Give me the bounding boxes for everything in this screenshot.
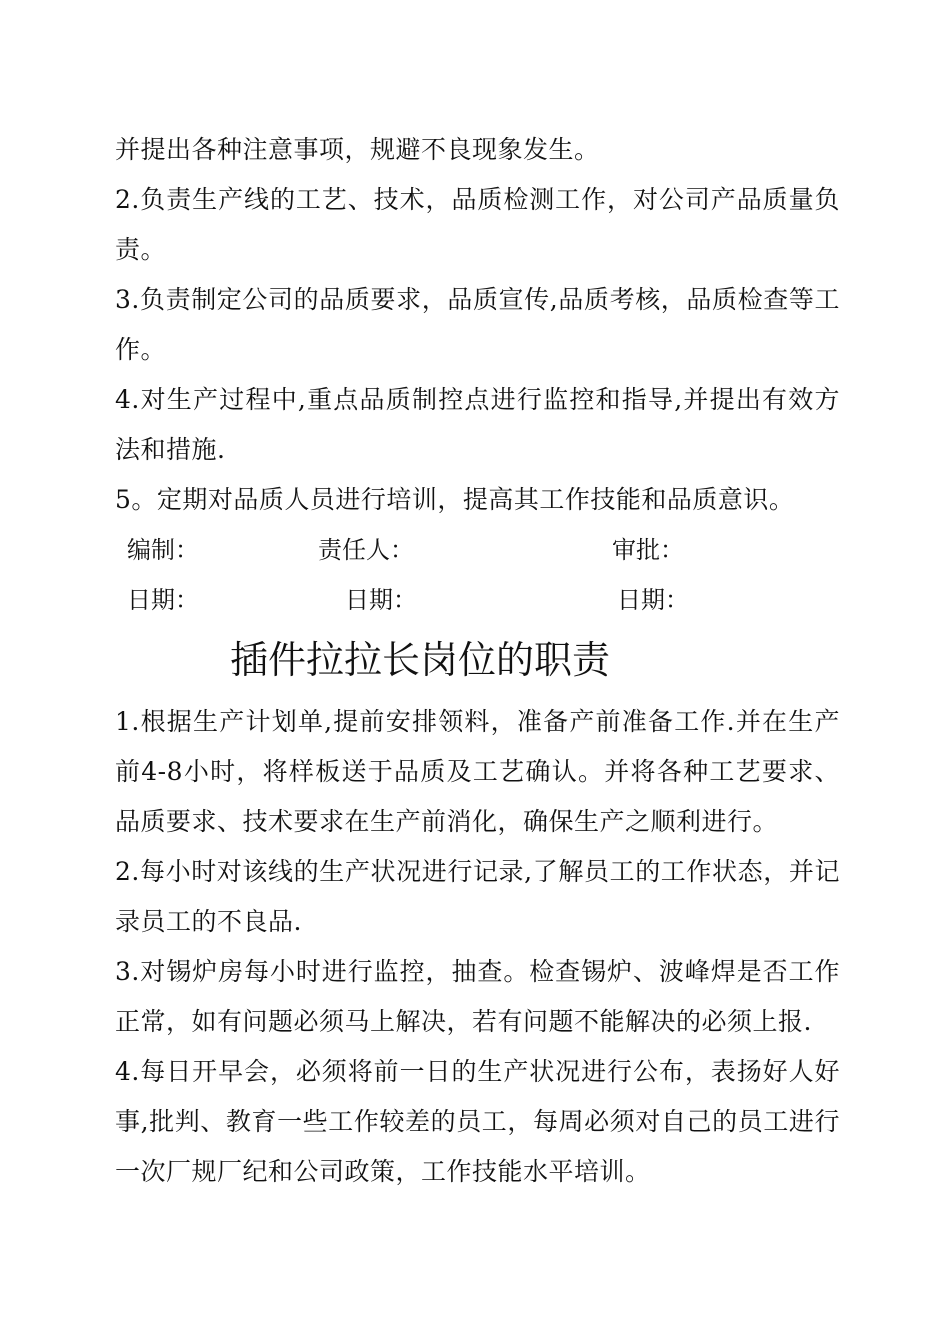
date-label-3: 日期：: [617, 586, 689, 614]
approved-by-label: 审批：: [612, 536, 684, 564]
signature-row: [0, 525, 950, 575]
date-label-1: 日期：: [127, 586, 199, 614]
date-label-2: 日期：: [345, 586, 417, 614]
duty-item-1: 1.根据生产计划单,提前安排领料，准备产前准备工作.并在生产前4-8小时，将样板送于品质及工艺确认。并将各种工艺要求、品质要求、技术要求在生产前消化，确保生产之顺利进行。: [115, 707, 840, 836]
paragraph-item-5: 5。定期对品质人员进行培训，提高其工作技能和品质意识。: [115, 485, 795, 514]
paragraph-item-2: 2.负责生产线的工艺、技术，品质检测工作，对公司产品质量负责。: [115, 185, 840, 264]
section-title: 插件拉拉长岗位的职责: [230, 638, 611, 682]
responsible-person-label: 责任人：: [318, 536, 414, 564]
prepared-by-label: 编制：: [127, 536, 199, 564]
duty-item-3: 3.对锡炉房每小时进行监控，抽查。检查锡炉、波峰焊是否工作正常，如有问题必须马上解决，若有问题不能解决的必须上报.: [115, 957, 840, 1036]
duty-item-2: 2.每小时对该线的生产状况进行记录,了解员工的工作状态，并记录员工的不良品.: [115, 857, 840, 936]
paragraph-item-4: 4.对生产过程中,重点品质制控点进行监控和指导,并提出有效方法和措施.: [115, 385, 840, 464]
paragraph-item-3: 3.负责制定公司的品质要求，品质宣传,品质考核，品质检查等工作。: [115, 285, 840, 364]
duty-item-4: 4.每日开早会，必须将前一日的生产状况进行公布，表扬好人好事,批判、教育一些工作较差的员工，每周必须对自己的员工进行一次厂规厂纪和公司政策，工作技能水平培训。: [115, 1057, 840, 1186]
paragraph-continuation: 并提出各种注意事项，规避不良现象发生。: [115, 135, 600, 164]
date-row: [0, 575, 950, 625]
